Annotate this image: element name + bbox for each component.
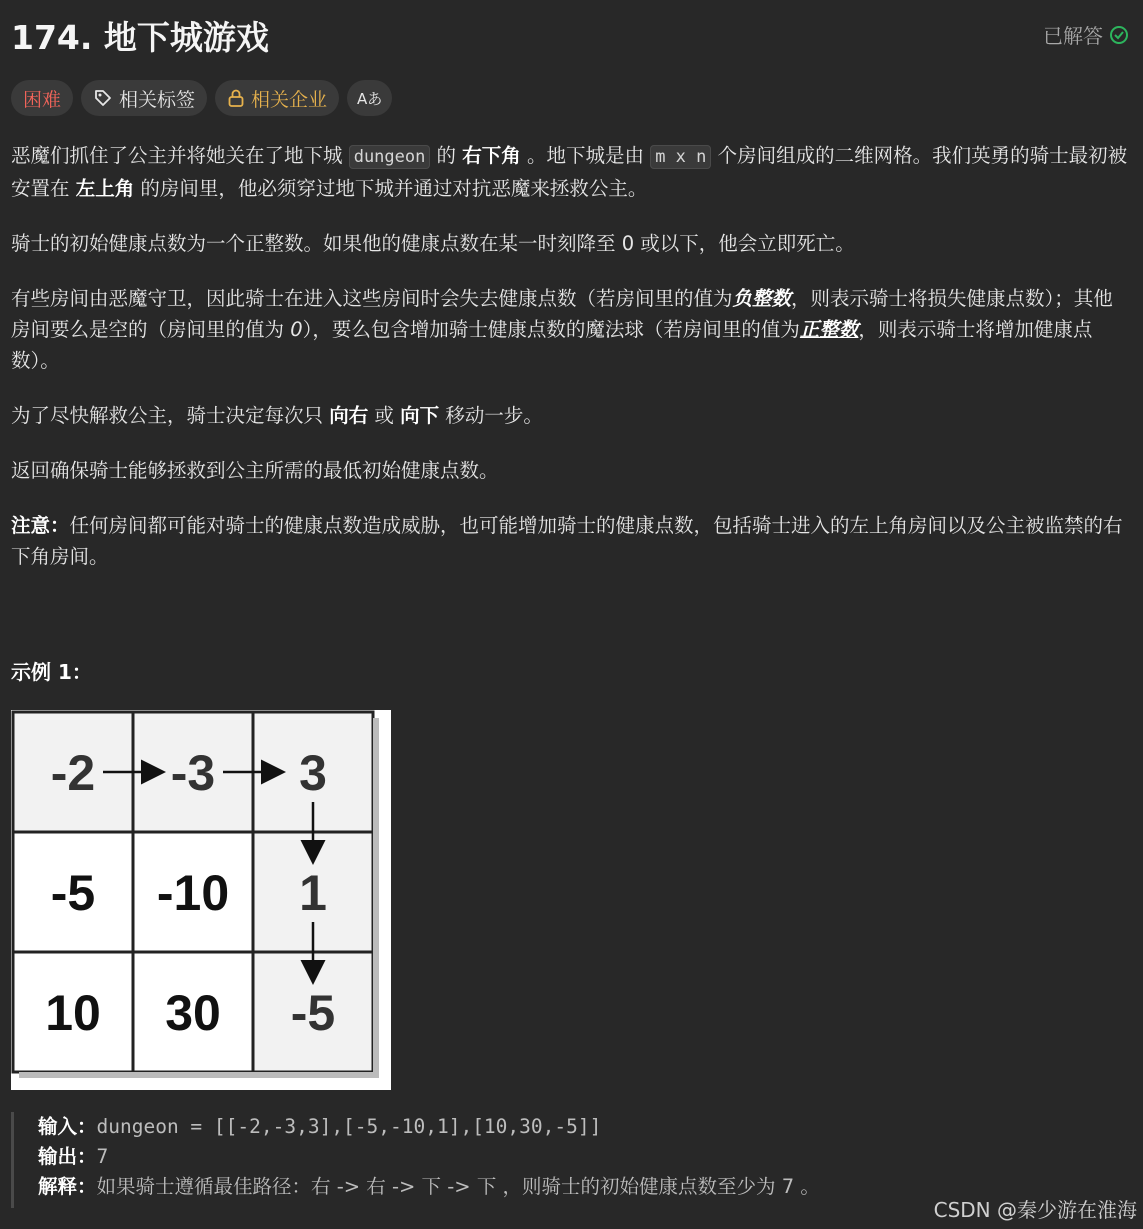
note-label: 注意：: [11, 514, 70, 537]
output-label: 输出：: [38, 1145, 97, 1168]
bold-bottom-right: 右下角: [462, 144, 521, 167]
problem-description: [11, 140, 1129, 596]
grid-cell-0-1: -3: [170, 745, 216, 801]
em-zero: 0: [290, 318, 303, 341]
input-label: 输入：: [38, 1115, 97, 1138]
explain-label: 解释：: [38, 1175, 97, 1198]
text: 为了尽快解救公主，骑士决定每次只: [11, 404, 330, 427]
bold-right: 向右: [329, 404, 369, 427]
input-value: dungeon = [[-2,-3,3],[-5,-10,1],[10,30,-5]]: [96, 1115, 602, 1138]
text: 恶魔们抓住了公主并将她关在了地下城: [11, 144, 349, 167]
paragraph-3: [11, 283, 1129, 376]
text: 个房间组成的二维网格。我们英勇的骑士最初被安置在: [11, 144, 1128, 200]
problem-title: 174. 地下城游戏: [11, 18, 269, 57]
paragraph-2: 骑士的初始健康点数为一个正整数。如果他的健康点数在某一时刻降至 0 或以下，他会立即死亡。: [11, 232, 855, 255]
grid-cell-2-2: -5: [290, 985, 336, 1041]
paragraph-1: [11, 140, 1129, 204]
difficulty-badge[interactable]: [11, 80, 73, 116]
example-input-line: [38, 1112, 918, 1142]
solved-label: 已解答: [1043, 24, 1103, 48]
text: 有些房间由恶魔守卫，因此骑士在进入这些房间时会失去健康点数（若房间里的值为: [11, 287, 733, 310]
example-explain-line: [38, 1172, 918, 1202]
paragraph-5: 返回确保骑士能够拯救到公主所需的最低初始健康点数。: [11, 459, 499, 482]
grid-cell-0-0: -2: [50, 745, 96, 801]
note-text: 任何房间都可能对骑士的健康点数造成威胁，也可能增加骑士的健康点数，包括骑士进入的左上角房间以及公主被监禁的右下角房间。: [11, 514, 1123, 568]
topic-tags-label: 相关标签: [119, 88, 196, 111]
company-tags-label: 相关企业: [251, 88, 328, 111]
grid-cell-2-0: 10: [45, 985, 101, 1041]
code-dungeon: dungeon: [349, 145, 431, 169]
note-paragraph: [11, 510, 1129, 572]
em-negative: 负整数: [732, 287, 792, 310]
lock-icon: [227, 88, 245, 108]
output-value: 7: [96, 1145, 109, 1168]
text: 或: [368, 404, 401, 427]
check-circle-icon: [1109, 25, 1129, 45]
topic-tags-button[interactable]: [81, 80, 207, 116]
difficulty-label: 困难: [23, 88, 62, 111]
paragraph-4: [11, 400, 1129, 431]
example-output-line: [38, 1142, 918, 1172]
grid-cell-0-2: 3: [299, 745, 327, 801]
text: ，则表示骑士将损失健康点数）；其他房间要么是空的（房间里的值为: [11, 287, 1113, 341]
bold-down: 向下: [400, 404, 440, 427]
text: ），要么包含增加骑士健康点数的魔法球（若房间里的值为: [302, 318, 800, 341]
translate-button[interactable]: [347, 80, 392, 116]
em-positive: 正整数: [799, 318, 859, 341]
grid-cell-1-0: -5: [50, 865, 96, 921]
example-io-block: [11, 1112, 918, 1208]
example-title: 示例 1：: [11, 660, 92, 684]
text: 。地下城是由: [520, 144, 651, 167]
text: ，则表示骑士将增加健康点数）。: [11, 318, 1093, 372]
company-tags-button[interactable]: [215, 80, 339, 116]
explain-value: 如果骑士遵循最佳路径：右 -> 右 -> 下 -> 下 ，则骑士的初始健康点数至少为 7 。: [96, 1175, 820, 1198]
bold-top-left: 左上角: [75, 177, 135, 200]
text: 的: [430, 144, 463, 167]
grid-cell-2-1: 30: [165, 985, 221, 1041]
grid-cell-1-2: 1: [299, 865, 327, 921]
text: 移动一步。: [439, 404, 543, 427]
translate-icon: Aあ: [357, 89, 383, 108]
tag-icon: [93, 88, 113, 108]
text: 的房间里，他必须穿过地下城并通过对抗恶魔来拯救公主。: [134, 177, 648, 200]
dungeon-grid-image: [11, 710, 391, 1090]
tag-bar: [11, 80, 392, 116]
grid-cell-1-1: -10: [156, 865, 230, 921]
watermark: CSDN @秦少游在淮海: [933, 1198, 1137, 1222]
code-mxn: m x n: [650, 145, 711, 169]
solved-status: [1043, 20, 1129, 49]
